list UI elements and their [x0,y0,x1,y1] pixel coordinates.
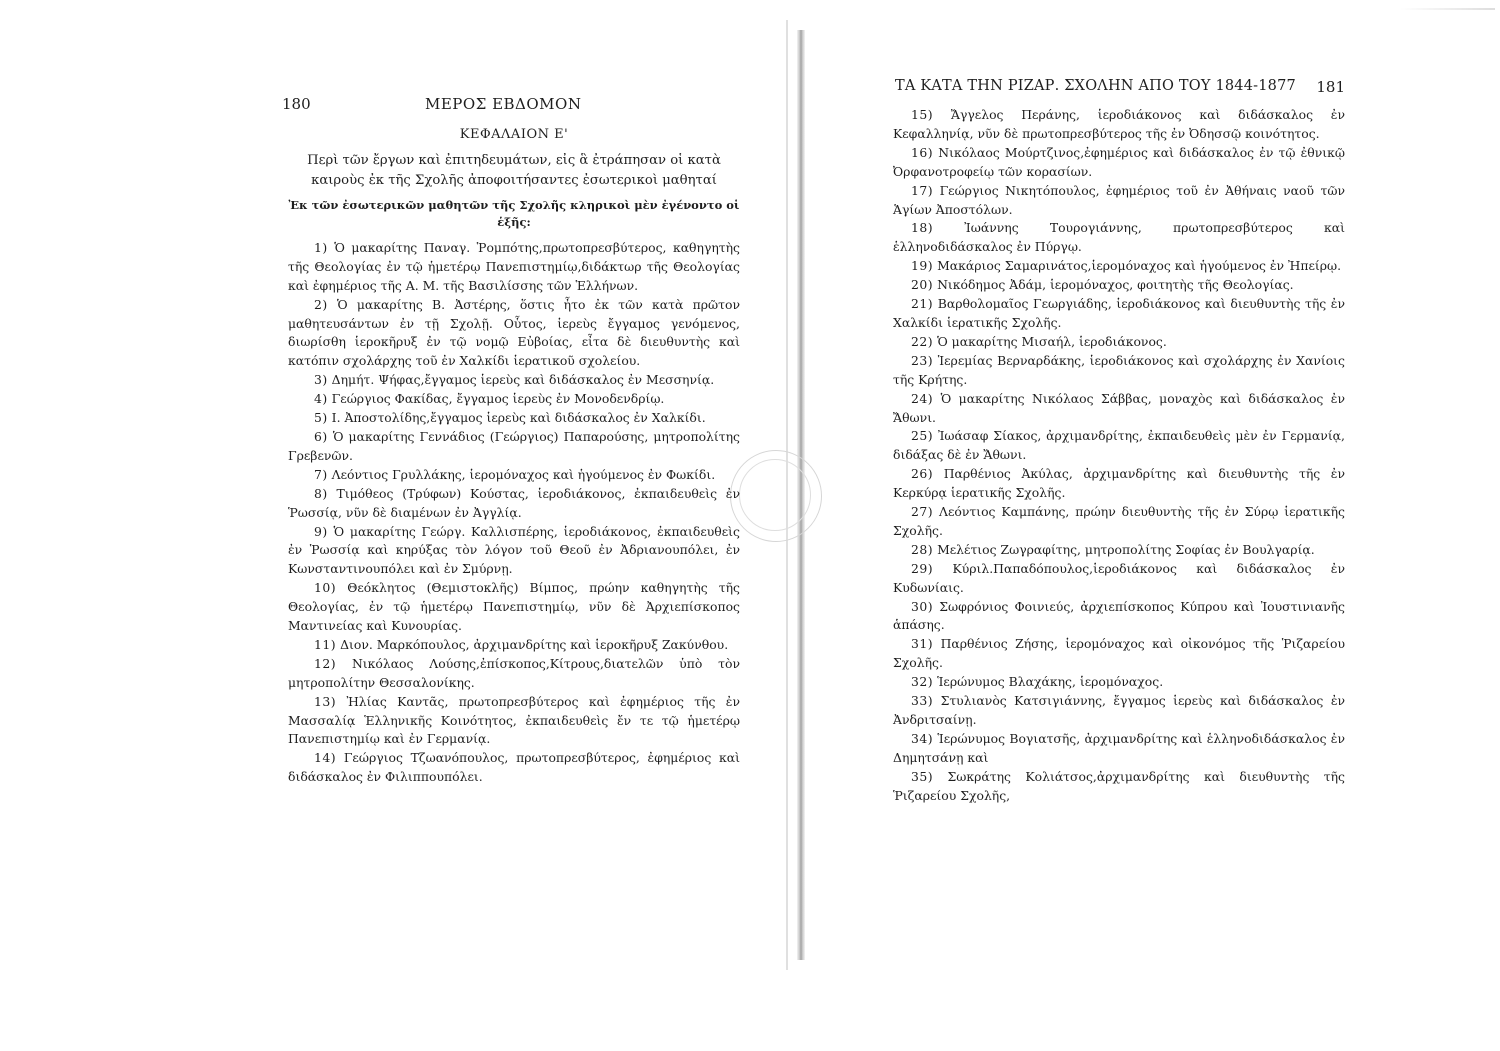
entry-number: 11) [314,636,337,652]
list-item [893,390,1345,428]
list-item [288,409,740,428]
entry-text: Δημήτ. Ψήφας,ἔγγαμος ἱερεὺς καὶ διδάσκαλος ἐν Μεσσηνίᾳ. [331,372,715,388]
library-stamp-watermark [730,450,822,542]
entry-text: Ὁ μακαρίτης Β. Ἀστέρης, ὅστις ἦτο ἐκ τῶν κατὰ πρῶτον μαθητευσάντων ἐν τῇ Σχολῇ. Οὗτος, ἱερεὺς ἔγγαμος γενόμενος, διωρίσθη ἱεροκῆρυξ ἐν τῷ νομῷ Εὐβοίας, εἶτα δὲ διευθυντὴς καὶ κατόπιν σχολάρχης τοῦ ἐν Χαλκίδι ἱερατικοῦ σχολείου. [288,296,740,369]
entry-text: Ἱερώνυμος Βλαχάκης, ἱερομόναχος. [937,674,1164,690]
entry-text: Ὁ μακαρίτης Γεώργ. Καλλισπέρης, ἱεροδιάκονος, ἐκπαιδευθεὶς ἐν Ῥωσσίᾳ καὶ κηρύξας τὸν λόγον τοῦ Θεοῦ ἐν Ἀδριανουπόλει, ἐν Κωνσταντινουπόλει καὶ ἐν Σμύρνῃ. [288,523,740,577]
right-page-number: 181 [1316,78,1345,96]
list-item [288,428,740,466]
entry-text: Παρθένιος Ζήσης, ἱερομόναχος καὶ οἰκονόμος τῆς Ῥιζαρείου Σχολῆς. [893,636,1345,671]
entry-number: 12) [314,655,337,671]
entry-text: Γεώργιος Φακίδας, ἔγγαμος ἱερεὺς ἐν Μονοδενδρίῳ. [331,391,665,407]
list-item [893,673,1345,692]
left-entry-list [288,239,740,787]
chapter-heading: ΚΕΦΑΛΑΙΟΝ Ε' [459,127,569,142]
entry-text: Λεόντιος Γρυλλάκης, ἱερομόναχος καὶ ἡγούμενος ἐν Φωκίδι. [331,466,716,482]
entry-number: 21) [911,296,934,312]
left-page-body [288,126,740,787]
right-page-header [885,78,1345,102]
entry-number: 29) [911,560,934,576]
entry-text: Σωκράτης Κολιάτσος,ἀρχιμανδρίτης καὶ διευθυντὴς τῆς Ῥιζαρείου Σχολῆς, [893,768,1345,803]
entry-text: Ἱερεμίας Βερναρδάκης, ἱεροδιάκονος καὶ σχολάρχης ἐν Χανίοις τῆς Κρήτης. [893,352,1345,387]
list-item [893,503,1345,541]
list-item [893,635,1345,673]
entry-text: Ἄγγελος Περάνης, ἱεροδιάκονος καὶ διδάσκαλος ἐν Κεφαλληνίᾳ, νῦν δὲ πρωτοπρεσβύτερος τῆς ἐν Ὀδησσῷ κοινότητος. [893,107,1345,141]
entry-text: Ὁ μακαρίτης Γεννάδιος (Γεώργιος) Παπαρούσης, μητροπολίτης Γρεβενῶν. [288,428,740,463]
entry-text: Ὁ μακαρίτης Μισαήλ, ἱεροδιάκονος. [937,333,1167,349]
entry-number: 27) [911,504,934,520]
entry-text: Διον. Μαρκόπουλος, ἀρχιμανδρίτης καὶ ἱεροκῆρυξ Ζακύνθου. [340,636,729,652]
list-item [288,523,740,580]
list-item [893,692,1345,730]
list-item [893,276,1345,295]
list-item [288,239,740,296]
list-item [893,541,1345,560]
entry-number: 17) [911,182,934,198]
entry-number: 7) [314,466,328,482]
entry-number: 32) [911,674,934,690]
entry-number: 10) [314,580,337,596]
entry-number: 16) [911,144,934,160]
entry-number: 1) [314,239,328,255]
entry-text: Κύριλ.Παπαδόπουλος,ἱεροδιάκονος καὶ διδάσκαλος ἐν Κυδωνίαις. [893,560,1345,595]
entry-text: Ἱερώνυμος Βογιατσῆς, ἀρχιμανδρίτης καὶ ἑλληνοδιδάσκαλος ἐν Δημητσάνῃ καὶ [893,730,1345,765]
entry-text: Γεώργιος Τζωανόπουλος, πρωτοπρεσβύτερος, ἐφημέριος καὶ διδάσκαλος ἐν Φιλιππουπόλει. [288,750,740,785]
entry-text: Στυλιανὸς Κατσιγιάννης, ἔγγαμος ἱερεὺς καὶ διδάσκαλος ἐν Ἀνδριτσαίνῃ. [893,693,1345,727]
left-running-title: ΜΕΡΟΣ ΕΒΔΟΜΟΝ [425,95,582,113]
entry-text: Ὁ μακαρίτης Νικόλαος Σάββας, μοναχὸς καὶ διδάσκαλος ἐν Ἄθωνι. [893,390,1345,425]
entry-text: Νικόλαος Μούρτζινος,ἐφημέριος καὶ διδάσκαλος ἐν τῷ ἐθνικῷ Ὀρφανοτροφείῳ τῶν κορασίων. [893,144,1345,179]
list-item [893,352,1345,390]
entry-number: 26) [911,466,934,482]
list-item [288,636,740,655]
list-item [893,106,1345,144]
list-item [893,465,1345,503]
entry-text: Λεόντιος Καμπάνης, πρώην διευθυντὴς τῆς ἐν Σύρῳ ἱερατικῆς Σχολῆς. [893,504,1345,538]
entry-number: 35) [911,768,934,784]
list-item [893,257,1345,276]
entry-text: Ὁ μακαρίτης Παναγ. Ῥομπότης,πρωτοπρεσβύτερος, καθηγητὴς τῆς Θεολογίας ἐν τῷ ἡμετέρῳ Πανεπιστημίῳ,διδάκτωρ τῆς Θεολογίας καὶ ἐφημέριος τῆς Α. Μ. τῆς Βασιλίσσης τῶν Ἑλλήνων. [288,239,740,293]
list-item [288,466,740,485]
entry-number: 6) [314,428,328,444]
entry-number: 24) [911,390,934,406]
entry-number: 31) [911,636,934,652]
right-page-body [893,106,1345,806]
list-item [893,333,1345,352]
entry-number: 9) [314,523,328,539]
entry-number: 22) [911,333,934,349]
entry-text: Γεώργιος Νικητόπουλος, ἐφημέριος τοῦ ἐν Ἀθήναις ναοῦ τῶν Ἁγίων Ἀποστόλων. [893,182,1345,217]
entry-text: Παρθένιος Ἀκύλας, ἀρχιμανδρίτης καὶ διευθυντὴς τῆς ἐν Κερκύρᾳ ἱερατικῆς Σχολῆς. [893,466,1345,501]
entry-number: 19) [911,258,934,274]
entry-text: Τιμόθεος (Τρύφων) Κούστας, ἱεροδιάκονος, ἐκπαιδευθεὶς ἐν Ῥωσσίᾳ, νῦν δὲ διαμένων ἐν Ἀγγλίᾳ. [288,485,740,520]
entry-text: Ἰωάσαφ Σίακος, ἀρχιμανδρίτης, ἐκπαιδευθεὶς μὲν ἐν Γερμανίᾳ, διδάξας δὲ ἐν Ἄθωνι. [893,428,1345,463]
list-item [288,579,740,636]
entry-number: 3) [314,372,328,388]
entry-text: Ἠλίας Καντᾶς, πρωτοπρεσβύτερος καὶ ἐφημέριος τῆς ἐν Μασσαλίᾳ Ἑλληνικῆς Κοινότητος, ἐκπαιδευθεὶς ἔν τε τῷ ἡμετέρῳ Πανεπιστημίῳ καὶ ἐν Γερμανίᾳ. [288,693,740,747]
entry-number: 20) [911,277,934,293]
entry-number: 18) [911,220,934,236]
entry-number: 28) [911,541,934,557]
entry-number: 25) [911,428,934,444]
list-item [288,296,740,372]
entry-text: Μελέτιος Ζωγραφίτης, μητροπολίτης Σοφίας ἐν Βουλγαρίᾳ. [937,541,1315,557]
list-item [893,427,1345,465]
left-page-header [270,95,740,119]
list-item [893,768,1345,806]
entry-text: Μακάριος Σαμαρινάτος,ἱερομόναχος καὶ ἡγούμενος ἐν Ἠπείρῳ. [937,258,1342,274]
list-item [893,219,1345,257]
right-page [885,0,1345,1051]
list-item [893,295,1345,333]
entry-text: Νικόδημος Ἀδάμ, ἱερομόναχος, φοιτητὴς τῆς Θεολογίας. [937,277,1294,293]
entry-number: 34) [911,730,934,746]
list-item [288,485,740,523]
entry-number: 8) [314,485,328,501]
entry-number: 30) [911,598,934,614]
entry-number: 23) [911,352,934,368]
entry-number: 33) [911,693,934,709]
list-item [893,144,1345,182]
list-item [893,730,1345,768]
chapter-subtitle: Περὶ τῶν ἔργων καὶ ἐπιτηδευμάτων, εἰς ἃ ἐτράπησαν οἱ κατὰ καιροὺς ἐκ τῆς Σχολῆς ἀποφοιτήσαντες ἐσωτερικοὶ μαθηταί [307,152,721,188]
list-item [288,655,740,693]
entry-text: Ἰωάννης Τουρογιάννης, πρωτοπρεσβύτερος καὶ ἑλληνοδιδάσκαλος ἐν Πύργῳ. [893,220,1345,255]
entry-number: 5) [314,410,328,426]
list-item [288,371,740,390]
left-page [270,0,740,1051]
entry-text: Ι. Ἀποστολίδης,ἔγγαμος ἱερεὺς καὶ διδάσκαλος ἐν Χαλκίδι. [331,410,706,426]
entry-text: Θεόκλητος (Θεμιστοκλῆς) Βίμπος, πρώην καθηγητὴς τῆς Θεολογίας, ἐν τῷ ἡμετέρῳ Πανεπιστημίῳ, νῦν δὲ Ἀρχιεπίσκοπος Μαντινείας καὶ Κυνουρίας. [288,580,740,634]
right-running-title: ΤΑ ΚΑΤΑ ΤΗΝ ΡΙΖΑΡ. ΣΧΟΛΗΝ ΑΠΟ ΤΟΥ 1844-1877 [895,78,1296,94]
list-item [288,749,740,787]
entry-number: 14) [314,750,337,766]
entry-text: Βαρθολομαῖος Γεωργιάδης, ἱεροδιάκονος καὶ διευθυντὴς τῆς ἐν Χαλκίδι ἱερατικῆς Σχολῆς. [893,296,1345,330]
entry-text: Σωφρόνιος Φοινιεύς, ἀρχιεπίσκοπος Κύπρου καὶ Ἰουστινιανῆς ἁπάσης. [893,598,1345,633]
right-entry-list [893,106,1345,806]
section-intro: Ἐκ τῶν ἐσωτερικῶν μαθητῶν τῆς Σχολῆς κληρικοὶ μὲν ἐγένοντο οἱ ἑξῆς: [288,197,740,229]
list-item [288,390,740,409]
left-page-number: 180 [282,95,311,113]
list-item [893,598,1345,636]
entry-number: 13) [314,693,337,709]
entry-number: 15) [911,107,934,122]
scan-edge-mark [1400,8,1495,10]
list-item [288,693,740,750]
list-item [893,182,1345,220]
list-item [893,560,1345,598]
entry-number: 2) [314,296,328,312]
entry-text: Νικόλαος Λούσης,ἐπίσκοπος,Κίτρους,διατελῶν ὑπὸ τὸν μητροπολίτην Θεσσαλονίκης. [288,655,740,690]
entry-number: 4) [314,391,328,407]
